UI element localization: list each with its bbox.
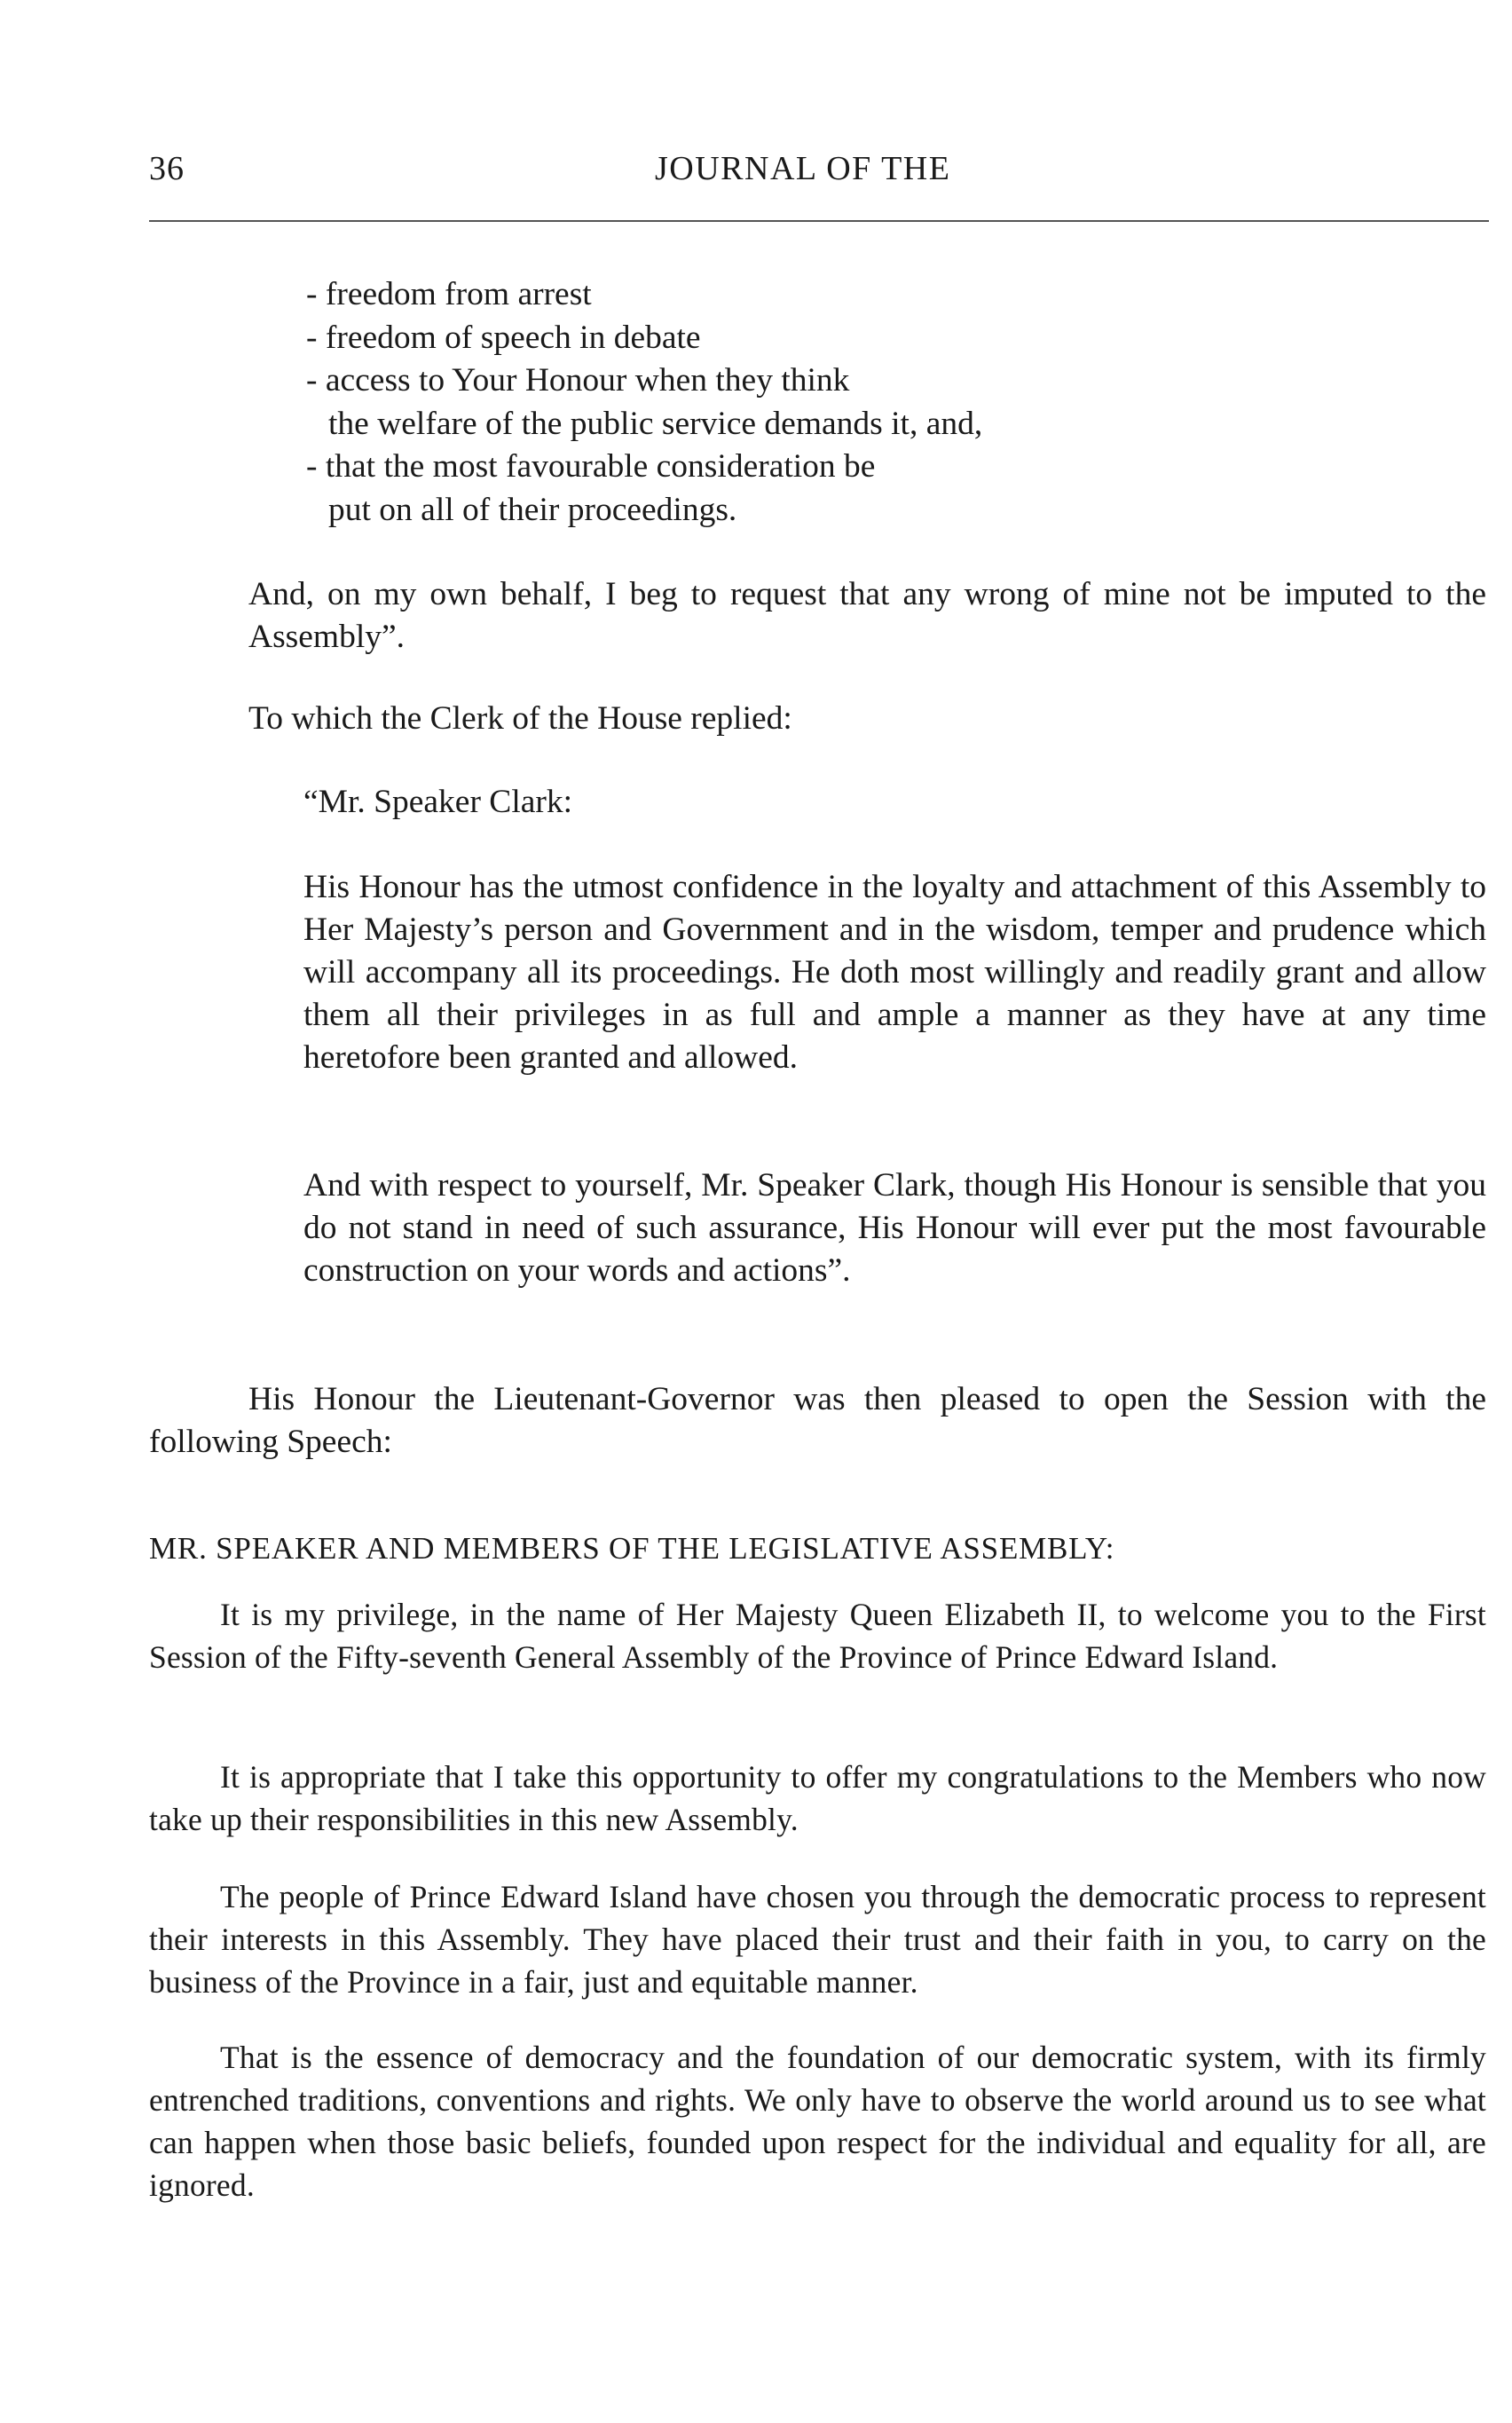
running-head: JOURNAL OF THE [655, 150, 951, 187]
speech-heading: MR. SPEAKER AND MEMBERS OF THE LEGISLATIVE ASSEMBLY: [149, 1531, 1115, 1566]
own-behalf-paragraph: And, on my own behalf, I beg to request that any wrong of mine not be imputed to the Assembly”. [248, 576, 1486, 655]
page-number: 36 [149, 150, 185, 187]
salutation: “Mr. Speaker Clark: [303, 784, 573, 820]
speech-paragraph: It is my privilege, in the name of Her Majesty Queen Elizabeth II, to welcome you to the First Session of the Fifty-seventh General Assembly of the Province of Prince Edward Island. [149, 1597, 1486, 1675]
speech-paragraph: The people of Prince Edward Island have chosen you through the democratic process to represent their interests in this Assembly. They have placed their trust and their faith in you, to carry on the business of the Province in a fair, just and equitable manner. [149, 1879, 1486, 2000]
header-rule [149, 220, 1489, 222]
open-session-paragraph: His Honour the Lieutenant-Governor was then pleased to open the Session with the following Speech: [149, 1381, 1486, 1460]
privilege-item: - that the most favourable consideration be [306, 448, 876, 485]
privilege-item-continuation: put on all of their proceedings. [328, 491, 737, 528]
speech-paragraph: That is the essence of democracy and the foundation of our democratic system, with its firmly entrenched traditions, conventions and rights. We only have to observe the world around us to see what can happen when those basic beliefs, founded upon respect for the individual and equality for all, are ignored. [149, 2040, 1486, 2203]
privilege-item: - freedom from arrest [306, 276, 592, 312]
privileges-list [306, 273, 1193, 532]
respect-paragraph: And with respect to yourself, Mr. Speaker Clark, though His Honour is sensible that you do not stand in need of such assurance, His Honour will ever put the most favourable construction on your words and actions”. [303, 1167, 1486, 1289]
speech-paragraph: It is appropriate that I take this opportunity to offer my congratulations to the Members who now take up their responsibilities in this new Assembly. [149, 1759, 1486, 1837]
page-header [149, 149, 1489, 193]
clerk-reply-paragraph: To which the Clerk of the House replied: [248, 700, 792, 737]
confidence-paragraph: His Honour has the utmost confidence in the loyalty and attachment of this Assembly to Her Majesty’s person and Government and in the wisdom, temper and prudence which will accompany all its proceedings. He doth most willingly and readily grant and allow them all their privileges in as full and ample a manner as they have at any time heretofore been granted and allowed. [303, 869, 1486, 1076]
privilege-item: - freedom of speech in debate [306, 319, 701, 356]
privilege-item-continuation: the welfare of the public service demands it, and, [328, 405, 983, 442]
privilege-item: - access to Your Honour when they think [306, 362, 850, 399]
